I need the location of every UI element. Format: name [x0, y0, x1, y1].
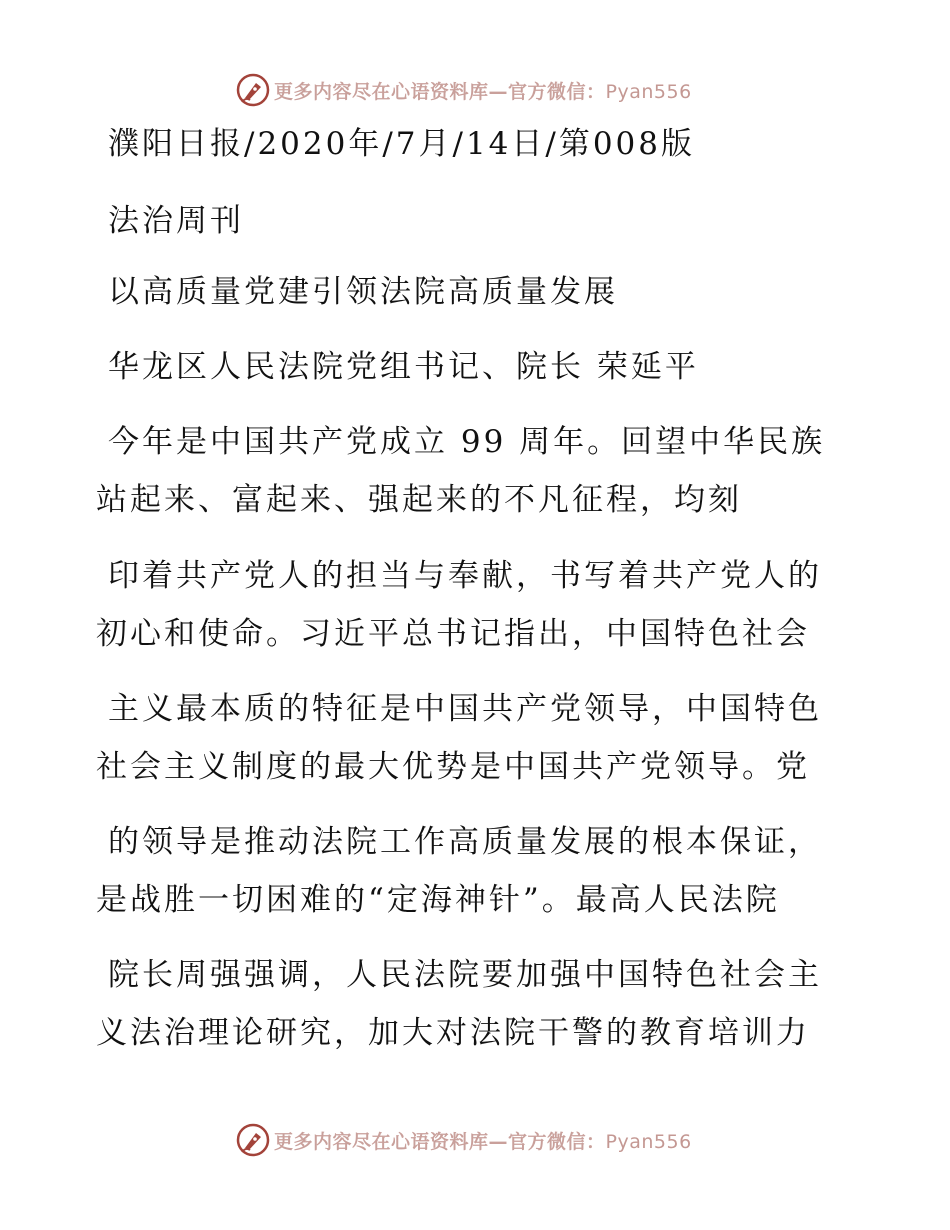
- watermark-text: [274, 77, 692, 104]
- watermark-wechat-id: Pyan556: [605, 80, 692, 103]
- article-byline: 华龙区人民法院党组书记、院长 荣延平: [108, 349, 699, 385]
- body-line: 是战胜一切困难的“定海神针”。最高人民法院: [96, 882, 780, 918]
- watermark-bottom: [236, 1122, 692, 1158]
- article-title: 以高质量党建引领法院高质量发展: [108, 274, 618, 310]
- body-line: 义法治理论研究，加大对法院干警的教育培训力: [96, 1015, 810, 1051]
- watermark-wechat-id: Pyan556: [605, 1130, 692, 1153]
- watermark-main-text: 更多内容尽在心语资料库—官方微信：: [274, 1130, 606, 1153]
- body-line: 社会主义制度的最大优势是中国共产党领导。党: [96, 749, 810, 785]
- body-line: 印着共产党人的担当与奉献，书写着共产党人的: [108, 558, 822, 594]
- section-name: 法治周刊: [108, 203, 244, 239]
- body-line: 今年是中国共产党成立 99 周年。回望中华民族: [108, 424, 826, 460]
- body-line: 初心和使命。习近平总书记指出，中国特色社会: [96, 616, 810, 652]
- body-line: 的领导是推动法院工作高质量发展的根本保证，: [108, 824, 822, 860]
- source-line: 濮阳日报/2020年/7月/14日/第008版: [108, 126, 696, 162]
- body-line: 院长周强强调，人民法院要加强中国特色社会主: [108, 957, 822, 993]
- body-line: 站起来、富起来、强起来的不凡征程，均刻: [96, 482, 742, 518]
- pen-nib-logo-icon: [236, 1123, 270, 1157]
- body-line: 主义最本质的特征是中国共产党领导，中国特色: [108, 691, 822, 727]
- watermark-text: [274, 1127, 692, 1154]
- watermark-main-text: 更多内容尽在心语资料库—官方微信：: [274, 80, 606, 103]
- pen-nib-logo-icon: [236, 73, 270, 107]
- watermark-top: [236, 72, 692, 108]
